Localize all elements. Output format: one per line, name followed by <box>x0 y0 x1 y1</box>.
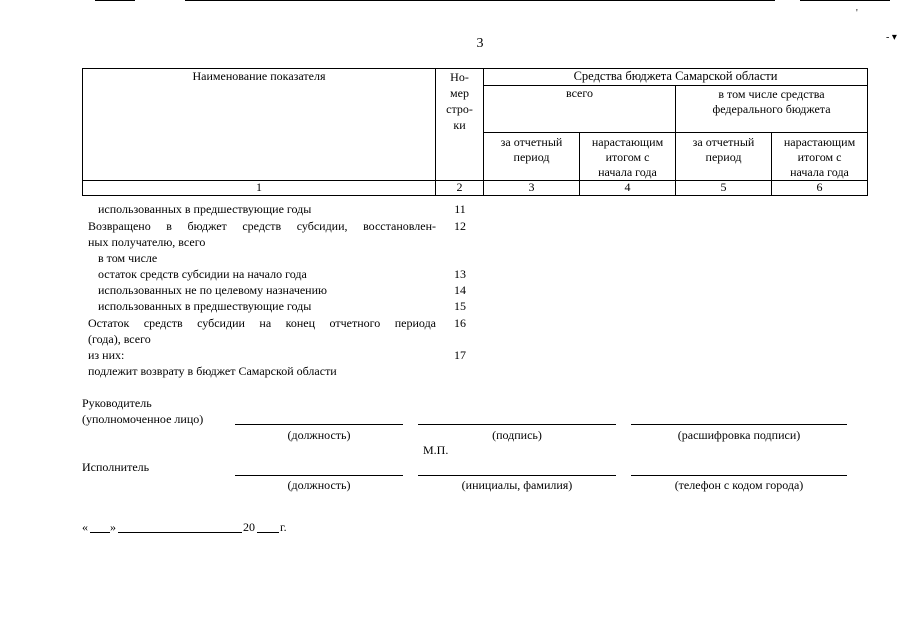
total-cumulative-header: нарастающим итогом с начала года <box>580 133 676 181</box>
executor-label: Исполнитель <box>82 460 150 474</box>
total-period-header: за отчетный период <box>484 133 580 181</box>
row-number: 17 <box>454 348 466 362</box>
federal-period-header: за отчетный период <box>676 133 772 181</box>
row-text: остаток средств субсидии на начало года <box>98 267 307 281</box>
row-text: ных получателю, всего <box>88 235 206 249</box>
row-number: 15 <box>454 299 466 313</box>
row-text: в том числе <box>98 251 158 265</box>
head-label-sub: (уполномоченное лицо) <box>82 412 204 426</box>
col-line-number-header <box>436 69 484 181</box>
position-caption: (должность) <box>287 478 351 492</box>
head-position-line <box>235 424 403 425</box>
row-text: использованных в предшествующие годы <box>98 202 312 216</box>
row-number: 13 <box>454 267 466 281</box>
row-number: 16 <box>454 316 466 330</box>
row-text: Остаток средств субсидии на конец отчетного периода <box>88 316 436 330</box>
date-day-line <box>90 532 110 533</box>
federal-header: в том числе средства федерального бюджета <box>676 86 868 133</box>
col-name-header: Наименование показателя <box>83 69 436 181</box>
date-month-line <box>118 532 242 533</box>
row-text: Возвращено в бюджет средств субсидии, восстановлен- <box>88 219 436 233</box>
head-label: Руководитель <box>82 396 152 410</box>
row-text: использованных не по целевому назначению <box>98 283 327 297</box>
decoding-caption: (расшифровка подписи) <box>677 428 801 442</box>
row-text: использованных в предшествующие годы <box>98 299 312 313</box>
line-no-label: Но- мер стро- ки <box>446 70 473 132</box>
report-header-table <box>82 68 868 196</box>
stamp-label: М.П. <box>423 443 449 457</box>
scan-mark: - ▾ <box>886 32 897 43</box>
date-year-line <box>257 532 279 533</box>
phone-caption: (телефон с кодом города) <box>674 478 804 492</box>
position-caption: (должность) <box>287 428 351 442</box>
col-number: 3 <box>484 181 580 196</box>
date-open-quote: « <box>82 520 88 534</box>
row-number: 14 <box>454 283 466 297</box>
scan-mark: ' <box>856 8 858 19</box>
date-close-quote: » <box>110 520 116 534</box>
executor-name-line <box>418 475 616 476</box>
col-number: 5 <box>676 181 772 196</box>
page-number: 3 <box>476 36 484 51</box>
federal-cumulative-header: нарастающим итогом с начала года <box>772 133 868 181</box>
signature-caption: (подпись) <box>492 428 542 442</box>
row-number: 11 <box>454 202 466 216</box>
year-prefix: 20 <box>243 520 255 534</box>
funds-header: Средства бюджета Самарской области <box>484 69 868 86</box>
initials-caption: (инициалы, фамилия) <box>461 478 573 492</box>
col-number: 6 <box>772 181 868 196</box>
row-text: подлежит возврату в бюджет Самарской области <box>88 364 337 378</box>
col-number: 2 <box>436 181 484 196</box>
col-number: 1 <box>83 181 436 196</box>
year-suffix: г. <box>280 520 287 534</box>
col-number: 4 <box>580 181 676 196</box>
row-number: 12 <box>454 219 466 233</box>
executor-position-line <box>235 475 403 476</box>
executor-phone-line <box>631 475 847 476</box>
head-signature-line <box>418 424 616 425</box>
head-decoding-line <box>631 424 847 425</box>
row-text: из них: <box>88 348 125 362</box>
total-header: всего <box>484 86 676 133</box>
row-text: (года), всего <box>88 332 151 346</box>
